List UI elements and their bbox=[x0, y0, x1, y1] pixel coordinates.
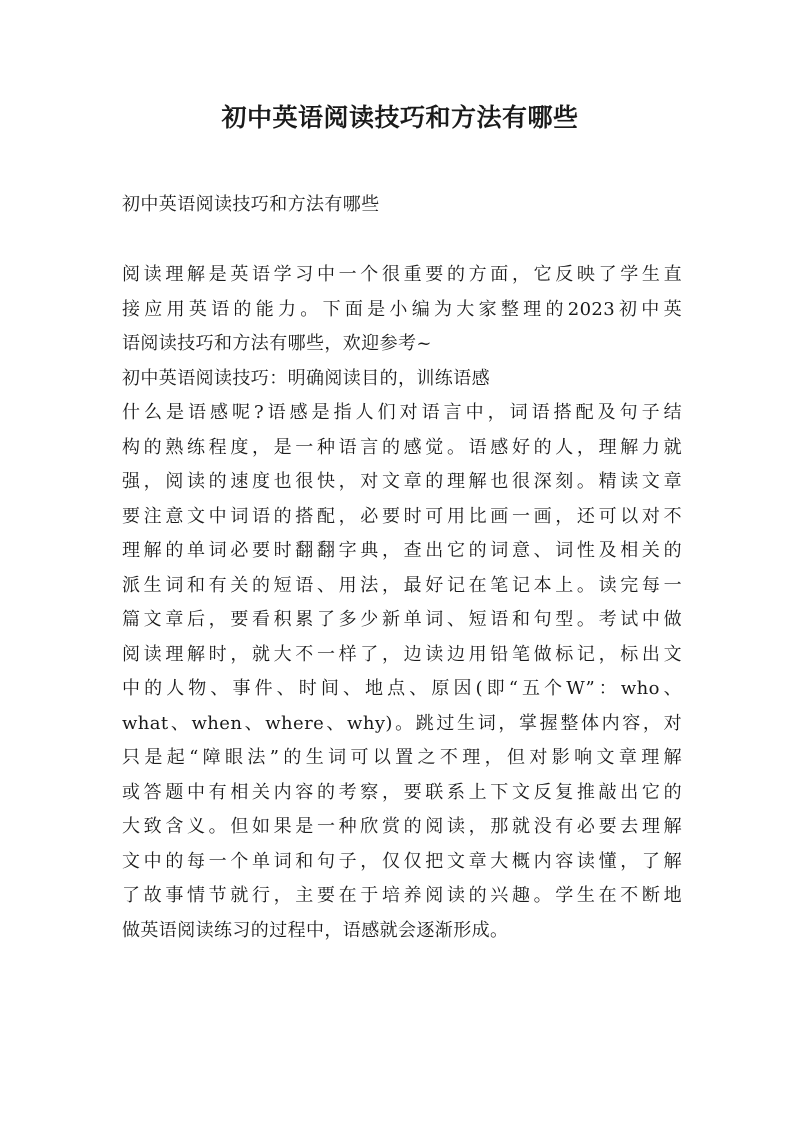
text-line: 理解的单词必要时翻翻字典，查出它的词意、词性及相关的 bbox=[122, 540, 682, 561]
text-line: 了故事情节就行，主要在于培养阅读的兴趣。学生在不断地 bbox=[122, 885, 682, 906]
page-title: 初中英语阅读技巧和方法有哪些 bbox=[221, 103, 579, 132]
text-line: 只是起“障眼法”的生词可以置之不理，但对影响文章理解 bbox=[122, 747, 682, 768]
text-line: 或答题中有相关内容的考察，要联系上下文反复推敲出它的 bbox=[122, 781, 682, 803]
text-line: 阅读理解时，就大不一样了，边读边用铅笔做标记，标出文 bbox=[122, 643, 682, 665]
text-line: 构的熟练程度，是一种语言的感觉。语感好的人，理解力就 bbox=[122, 436, 682, 458]
text-line: what、when、where、why)。跳过生词，掌握整体内容，对 bbox=[122, 712, 682, 734]
subtitle: 初中英语阅读技巧和方法有哪些 bbox=[122, 194, 380, 215]
section-heading: 初中英语阅读技巧：明确阅读目的，训练语感 bbox=[122, 367, 490, 389]
text-line: 强，阅读的速度也很快，对文章的理解也很深刻。精读文章 bbox=[122, 471, 682, 492]
text-line: 语阅读技巧和方法有哪些，欢迎参考~ bbox=[122, 333, 432, 354]
text-line: 篇文章后，要看积累了多少新单词、短语和句型。考试中做 bbox=[122, 609, 682, 630]
text-line: 做英语阅读练习的过程中，语感就会逐渐形成。 bbox=[122, 919, 509, 941]
text-line: 中的人物、事件、时间、地点、原因(即“五个W”：who、 bbox=[122, 678, 682, 699]
text-line: 阅读理解是英语学习中一个很重要的方面，它反映了学生直 bbox=[122, 264, 682, 285]
text-line: 接应用英语的能力。下面是小编为大家整理的2023初中英 bbox=[122, 298, 682, 320]
text-line: 文中的每一个单词和句子，仅仅把文章大概内容读懂，了解 bbox=[122, 850, 682, 872]
text-line: 大致含义。但如果是一种欣赏的阅读，那就没有必要去理解 bbox=[122, 816, 682, 837]
text-line: 什么是语感呢?语感是指人们对语言中，词语搭配及句子结 bbox=[122, 402, 682, 423]
text-line: 要注意文中词语的搭配，必要时可用比画一画，还可以对不 bbox=[122, 505, 682, 527]
text-line: 派生词和有关的短语、用法，最好记在笔记本上。读完每一 bbox=[122, 574, 682, 596]
body-text bbox=[122, 258, 682, 948]
